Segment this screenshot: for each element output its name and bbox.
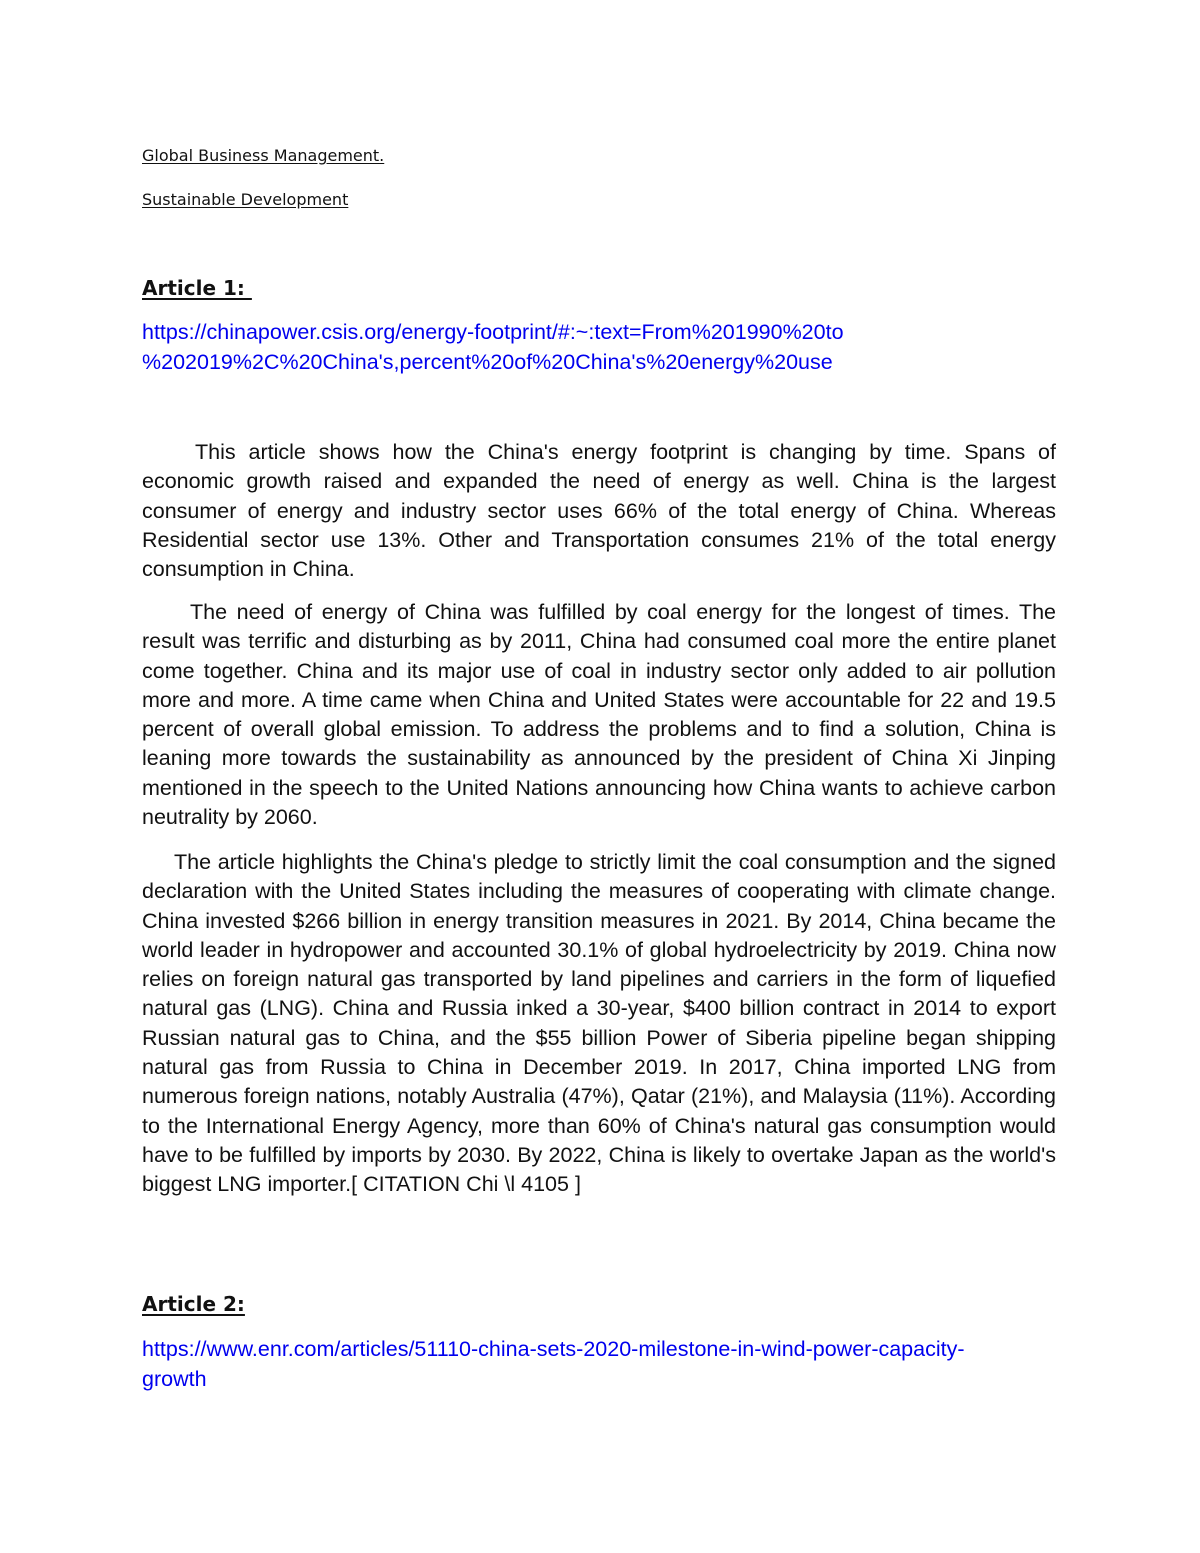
topic-title: Sustainable Development <box>142 190 349 209</box>
article-1-heading: Article 1: <box>142 276 252 300</box>
article-2-link-line-1[interactable]: https://www.enr.com/articles/51110-china-sets-2020-milestone-in-wind-power-capacity- <box>142 1337 965 1361</box>
course-title: Global Business Management. <box>142 146 385 165</box>
article-1-link[interactable] <box>142 317 1062 377</box>
article-1-link-line-2[interactable]: %202019%2C%20China's,percent%20of%20China's%20energy%20use <box>142 350 833 374</box>
article-2-link[interactable] <box>142 1334 1062 1394</box>
article-1-paragraph-2: The need of energy of China was fulfilled by coal energy for the longest of times. The result was terrific and disturbing as by 2011, China had consumed coal more the entire planet come together. China and its major use of coal in industry sector only added to air pollution more and more. A time came when China and United States were accountable for 22 and 19.5 percent of overall global emission. To address the problems and to find a solution, China is leaning more towards the sustainability as announced by the president of China Xi Jinping mentioned in the speech to the United Nations announcing how China wants to achieve carbon neutrality by 2060. <box>142 600 1056 830</box>
article-2-link-line-2[interactable]: growth <box>142 1367 207 1391</box>
article-1-paragraph-3: The article highlights the China's pledge to strictly limit the coal consumption and the signed declaration with the United States including the measures of cooperating with climate change. China invested $266 billion in energy transition measures in 2021. By 2014, China became the world leader in hydropower and accounted 30.1% of global hydroelectricity by 2019. China now relies on foreign natural gas transported by land pipelines and carriers in the form of liquefied natural gas (LNG). China and Russia inked a 30-year, $400 billion contract in 2014 to export Russian natural gas to China, and the $55 billion Power of Siberia pipeline began shipping natural gas from Russia to China in December 2019. In 2017, China imported LNG from numerous foreign nations, notably Australia (47%), Qatar (21%), and Malaysia (11%). According to the International Energy Agency, more than 60% of China's natural gas consumption would have to be fulfilled by imports by 2030. By 2022, China is likely to overtake Japan as the world's biggest LNG importer.[ CITATION Chi \l 4105 ] <box>142 850 1056 1197</box>
article-2-heading: Article 2: <box>142 1292 245 1316</box>
article-1-link-line-1[interactable]: https://chinapower.csis.org/energy-footprint/#:~:text=From%201990%20to <box>142 320 844 344</box>
article-1-paragraph-1: This article shows how the China's energy footprint is changing by time. Spans of economic growth raised and expanded the need of energy as well. China is the largest consumer of energy and industry sector uses 66% of the total energy of China. Whereas Residential sector use 13%. Other and Transportation consumes 21% of the total energy consumption in China. <box>142 440 1056 582</box>
